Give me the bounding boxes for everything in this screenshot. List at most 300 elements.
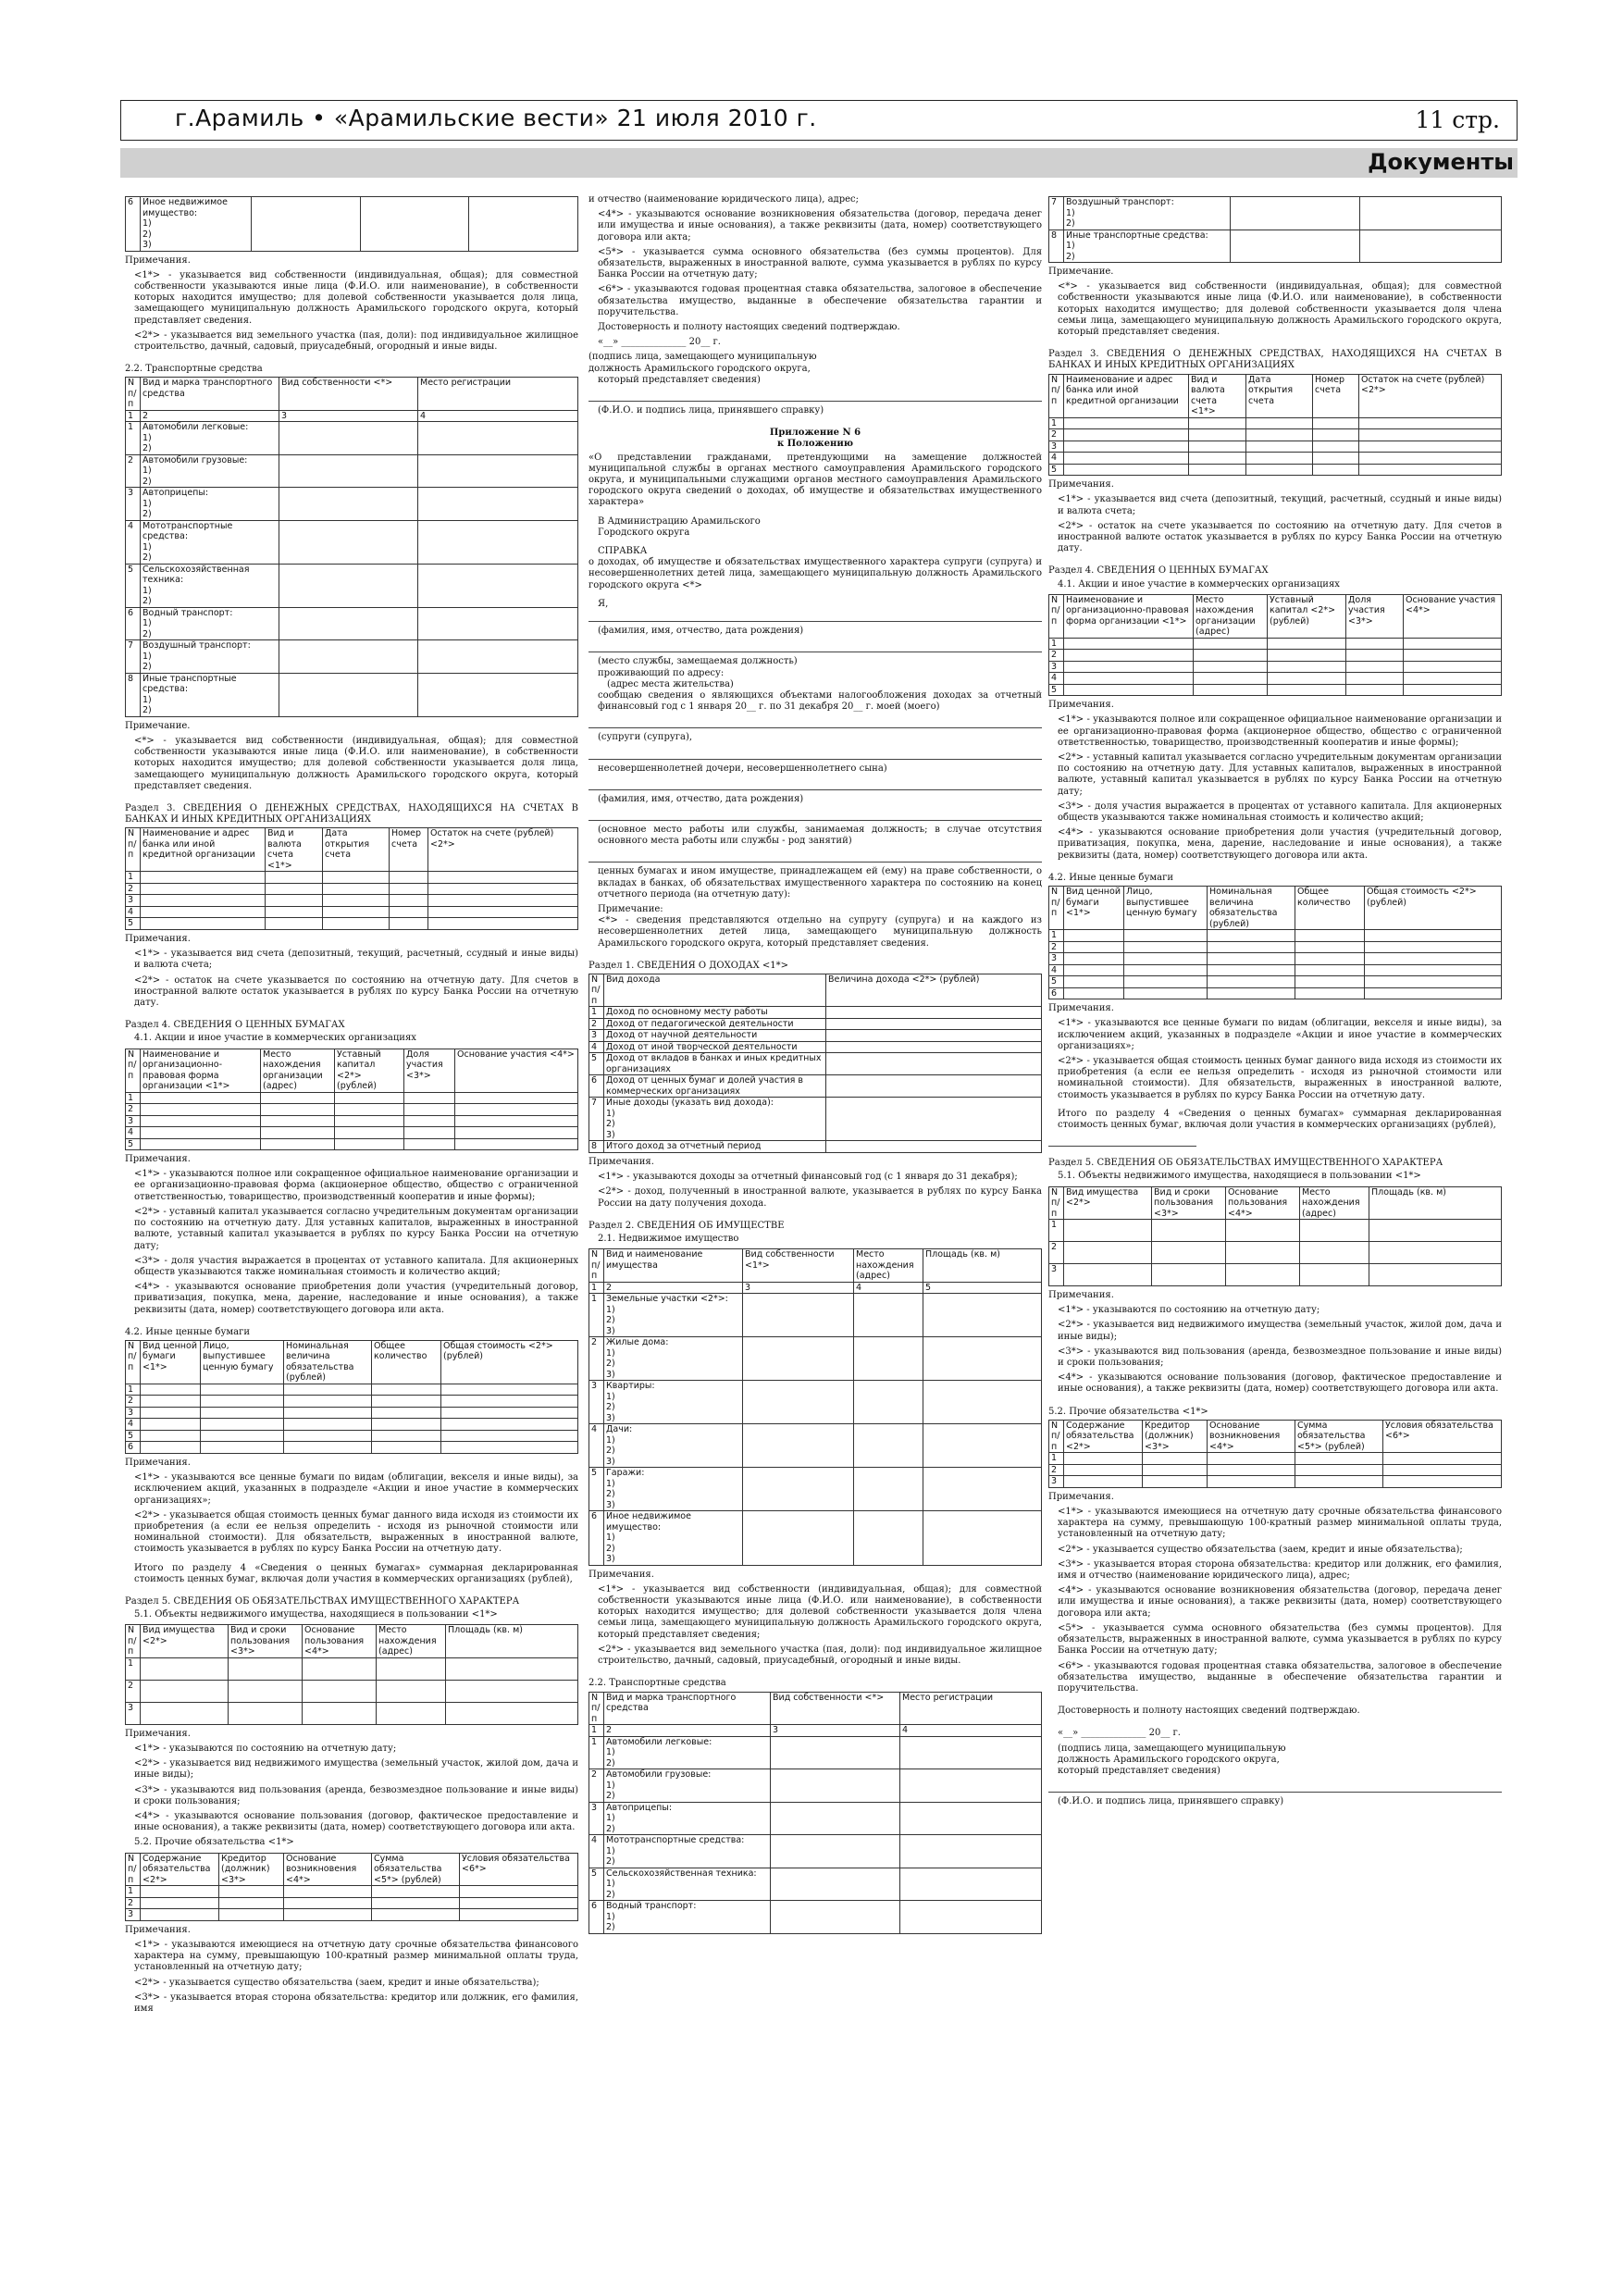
table-header: Вид ценной бумаги <1*> bbox=[1064, 887, 1124, 930]
note: <3*> - доля участия выражается в процентах от уставного капитала. Для акционерных обществ указываются также номинальная стоимость и количество акций; bbox=[1058, 800, 1502, 824]
table-cell: 2 bbox=[589, 1769, 604, 1803]
note: Примечание. bbox=[1048, 267, 1114, 277]
table-cell: 1 bbox=[1049, 638, 1064, 650]
table-header: Место нахождения организации (адрес) bbox=[1194, 594, 1268, 638]
table-cell: 6 bbox=[589, 1901, 604, 1934]
cell-sub: 2) bbox=[142, 596, 152, 607]
table-cell: 2 bbox=[126, 1680, 141, 1702]
table-header: Условия обязательства <6*> bbox=[460, 1853, 578, 1886]
note: <5*> - указывается сумма основного обязательства (без суммы процентов). Для обязательств, выраженных в иностранной валюте, сумма указывается в рублях по курсу Банка России на отчетную дату; bbox=[1058, 1622, 1502, 1657]
note: <1*> - указываются имеющиеся на отчетную дату срочные обязательства финансового характера на сумму, превышающую 100-кратный размер минимальной оплаты труда, установленный на отчетную дату; bbox=[134, 1939, 578, 1973]
table-cell bbox=[418, 488, 578, 521]
note: <2*> - указывается вид недвижимого имущества (земельный участок, жилой дом, дача и иные виды); bbox=[1058, 1320, 1502, 1342]
table-cell: 8 bbox=[126, 673, 141, 716]
page-number: 11 стр. bbox=[1415, 106, 1500, 133]
table-header: N п/п bbox=[126, 1853, 141, 1886]
cell-sub: 1) bbox=[606, 1347, 615, 1359]
cell-sub: 2) bbox=[606, 1922, 615, 1932]
table-cell: 8 bbox=[1049, 230, 1064, 263]
table-header: Наименование и адрес банка или иной кредитной организации bbox=[1064, 374, 1189, 417]
note: <1*> - указываются по состоянию на отчетную дату; bbox=[1058, 1305, 1320, 1316]
table-cell: 1 bbox=[1049, 417, 1064, 429]
cell-sub: 1) bbox=[142, 218, 152, 229]
table-row bbox=[126, 1442, 578, 1454]
table-cell bbox=[141, 640, 279, 674]
cell-sub: 3) bbox=[142, 240, 152, 250]
table-header: Вид собственности <*> bbox=[279, 378, 418, 411]
table-cell: 3 bbox=[126, 895, 141, 907]
table-cell: Доход от научной деятельности bbox=[604, 1030, 826, 1042]
table-cell: 3 bbox=[279, 410, 418, 422]
table-cell: 2 bbox=[589, 1018, 604, 1030]
income-table bbox=[588, 974, 1042, 1153]
table-header: Сумма обязательства <5*> (рублей) bbox=[372, 1853, 460, 1886]
table-row bbox=[589, 1802, 1042, 1835]
table-row bbox=[589, 1901, 1042, 1934]
table-header: Место нахождения (адрес) bbox=[854, 1249, 923, 1283]
section-total: Итого по разделу 4 «Сведения о ценных бумагах» суммарная декларированная стоимость ценных бумаг, включая доли участия в коммерческих организациях (рублей), bbox=[134, 1562, 578, 1584]
subsection-title: 5.2. Прочие обязательства <1*> bbox=[134, 1837, 294, 1848]
masthead: г.Арамиль • «Арамильские вести» 21 июля 2010 г. bbox=[175, 105, 817, 131]
cell-sub: 2) bbox=[1066, 251, 1075, 262]
shares-table bbox=[125, 1049, 578, 1151]
table-row bbox=[1049, 987, 1502, 999]
table-row bbox=[1049, 417, 1502, 429]
table-cell: 1 bbox=[589, 1282, 604, 1294]
subsection-title: 5.1. Объекты недвижимого имущества, находящиеся в пользовании <1*> bbox=[134, 1609, 498, 1620]
table-row bbox=[126, 564, 578, 607]
table-header: Величина дохода <2*> (рублей) bbox=[826, 974, 1042, 1007]
table-cell bbox=[418, 422, 578, 455]
note: <2*> - уставный капитал указывается согласно учредительным документам организации по состоянию на отчетную дату. Для уставных капиталов, выраженных в иностранной валюте, уставный капитал указывается в рублях по курсу Банка России на отчетную дату; bbox=[1058, 752, 1502, 797]
signature-caption: который представляет сведения) bbox=[598, 374, 761, 385]
table-row bbox=[126, 1419, 578, 1431]
form-text: ценных бумагах и ином имуществе, принадлежащем ей (ему) на праве собственности, о вкладах в банках, об обязательствах имущественного характера по состоянию на конец отчетного периода (на отчетную дату): bbox=[598, 866, 1042, 900]
table-cell: 3 bbox=[126, 1909, 141, 1921]
table-header: Вид и сроки пользования <3*> bbox=[1152, 1186, 1226, 1220]
table-cell: 5 bbox=[589, 1468, 604, 1511]
table-header: Наименование и организационно-правовая форма организации <1*> bbox=[141, 1049, 261, 1092]
table-row bbox=[126, 918, 578, 930]
table-row bbox=[589, 1736, 1042, 1769]
note: <2*> - указывается общая стоимость ценных бумаг данного вида исходя из стоимости их приобретения (а если ее нельзя определить - исходя из рыночной стоимости или номинальной стоимости). Для обязательств, выраженных в иностранной валюте, стоимость указывается в рублях по курсу Банка России на отчетную дату. bbox=[134, 1509, 578, 1555]
table-cell: 6 bbox=[126, 197, 141, 252]
note: Примечания. bbox=[125, 933, 191, 944]
note: и отчество (наименование юридического лица), адрес; bbox=[588, 194, 859, 205]
table-row bbox=[1049, 650, 1502, 662]
form-text: сообщаю сведения о являющихся объектами налогообложения доходах за отчетный финансовый год с 1 января 20__ г. по 31 декабря 20__ г. моей (моего) bbox=[598, 689, 1042, 713]
cell-sub: 1) bbox=[606, 1434, 615, 1446]
table-cell: Доход от ценных бумаг и долей участия в коммерческих организациях bbox=[604, 1075, 826, 1098]
table-cell bbox=[279, 640, 418, 674]
table-cell: 2 bbox=[604, 1282, 743, 1294]
date-line: «__» ______________ 20__ г. bbox=[1058, 1728, 1181, 1739]
section-heading: Раздел 3. СВЕДЕНИЯ О ДЕНЕЖНЫХ СРЕДСТВАХ, НАХОДЯЩИХСЯ НА СЧЕТАХ В БАНКАХ И ИНЫХ КРЕДИТНЫХ ОРГАНИЗАЦИЯХ bbox=[1048, 349, 1502, 371]
table-cell: 2 bbox=[1049, 1242, 1064, 1264]
cell-sub: 2) bbox=[606, 1543, 615, 1554]
note: Примечание. bbox=[125, 720, 191, 731]
table-cell bbox=[279, 564, 418, 607]
table-header: N п/п bbox=[126, 828, 141, 872]
form-caption: (фамилия, имя, отчество, дата рождения) bbox=[598, 626, 804, 637]
table-cell: 1 bbox=[589, 1736, 604, 1769]
table-header: N п/п bbox=[1049, 594, 1064, 638]
table-row bbox=[589, 1041, 1042, 1053]
cell-sub: 2) bbox=[142, 476, 152, 487]
table-cell bbox=[279, 422, 418, 455]
table-row bbox=[1049, 976, 1502, 988]
table-cell: 4 bbox=[589, 1041, 604, 1053]
note: <6*> - указываются годовая процентная ставка обязательства, залоговое в обеспечение обязательства имущество, выданные в обеспечение обязательства гарантии и поручительства. bbox=[598, 284, 1042, 317]
signature-caption: должность Арамильского городского округа, bbox=[1058, 1754, 1280, 1765]
table-cell: 1 bbox=[1049, 1220, 1064, 1242]
note: <1*> - указывается вид собственности (индивидуальная, общая); для совместной собственности указываются иные лица (Ф.И.О. или наименование), в собственности которых находится имущество; для долевой собственности указывается доля члена семьи лица, замещающего муниципальную должность Арамильского городского округа, который представляет сведения; bbox=[598, 1583, 1042, 1640]
cell-sub: 2) bbox=[606, 1757, 615, 1769]
table-cell bbox=[418, 564, 578, 607]
table-cell bbox=[604, 1769, 771, 1803]
table-row bbox=[1049, 638, 1502, 650]
column-1 bbox=[125, 194, 578, 2184]
table-cell bbox=[469, 197, 578, 252]
table-cell: 6 bbox=[589, 1511, 604, 1566]
cell-label: Земельные участки <2*>: bbox=[606, 1294, 728, 1305]
table-row bbox=[589, 1337, 1042, 1381]
note: <4*> - указываются основание приобретения доли участия (учредительный договор, приватизация, покупка, мена, дарение, наследование и иные основания), а также реквизиты (дата, номер) соответствующего договора или акта. bbox=[134, 1282, 578, 1315]
table-cell: 2 bbox=[1049, 941, 1064, 953]
table-cell bbox=[418, 454, 578, 488]
note: <4*> - указываются основание возникновения обязательства (договор, передача денег или имущества и иные основания), а также реквизиты (дата, номер) соответствующего договора или акта; bbox=[598, 209, 1042, 242]
table-cell: 1 bbox=[126, 410, 141, 422]
subsection-title: 2.2. Транспортные средства bbox=[588, 1678, 726, 1689]
cell-label: Иные транспортные средства: bbox=[1066, 230, 1208, 241]
table-row bbox=[126, 673, 578, 716]
section-heading: Раздел 5. СВЕДЕНИЯ ОБ ОБЯЗАТЕЛЬСТВАХ ИМУЩЕСТВЕННОГО ХАРАКТЕРА bbox=[1048, 1158, 1443, 1169]
table-cell: 5 bbox=[126, 1430, 141, 1442]
table-cell bbox=[604, 1294, 743, 1337]
table-cell: 4 bbox=[1049, 453, 1064, 465]
table-header: Основание участия <4*> bbox=[455, 1049, 578, 1092]
table-cell: 2 bbox=[126, 883, 141, 895]
table-row bbox=[589, 1141, 1042, 1153]
table-header: Общая стоимость <2*> (рублей) bbox=[441, 1340, 578, 1384]
table-header: N п/п bbox=[589, 1249, 604, 1283]
cell-label: Жилые дома: bbox=[606, 1337, 669, 1348]
table-header: Место регистрации bbox=[900, 1692, 1042, 1725]
table-cell: Итого доход за отчетный период bbox=[604, 1141, 826, 1153]
form-caption: (фамилия, имя, отчество, дата рождения) bbox=[598, 793, 804, 804]
form-line bbox=[588, 716, 1042, 728]
note: <1*> - указываются полное или сокращенное официальное наименование организации и ее организационно-правовая форма (акционерное общество, общество с ограниченной ответственностью, товарищество, производственный кооператив и иные формы); bbox=[1058, 714, 1502, 748]
note: Примечания. bbox=[1048, 700, 1114, 711]
appendix-title: Приложение N 6 bbox=[769, 428, 861, 439]
table-cell bbox=[1064, 230, 1231, 263]
table-cell: 5 bbox=[126, 564, 141, 607]
note: Примечания. bbox=[1048, 479, 1114, 490]
cell-label: Водный транспорт: bbox=[142, 607, 233, 618]
table-header: Основание участия <4*> bbox=[1404, 594, 1502, 638]
cell-sub: 3) bbox=[606, 1325, 615, 1336]
cell-sub: 1) bbox=[1066, 241, 1075, 251]
table-row bbox=[126, 1430, 578, 1442]
table-cell: 3 bbox=[126, 1407, 141, 1419]
table-cell: 3 bbox=[126, 488, 141, 521]
signature-caption: должность Арамильского городского округа, bbox=[588, 363, 811, 374]
cell-sub: 1) bbox=[606, 1813, 615, 1823]
table-cell bbox=[252, 197, 361, 252]
table-row bbox=[589, 1053, 1042, 1075]
form-line bbox=[588, 748, 1042, 760]
cell-sub: 2) bbox=[142, 628, 152, 639]
form-caption: (основное место работы или службы, занимаемая должность; в случае отсутствия основного места работы или службы - род занятий) bbox=[598, 824, 1042, 847]
securities-table bbox=[125, 1340, 578, 1454]
document-title: СПРАВКА bbox=[598, 546, 648, 557]
note: <2*> - остаток на счете указывается по состоянию на отчетную дату. Для счетов в иностранной валюте остаток указывается в рублях по курсу Банка России на отчетную дату. bbox=[1058, 520, 1502, 554]
cell-sub: 1) bbox=[606, 1533, 615, 1544]
note: <*> - сведения представляются отдельно на супругу (супруга) и на каждого из несовершеннолетних детей лица, замещающего муниципальную должность Арамильского городского округа, который представляет сведения. bbox=[598, 915, 1042, 949]
table-cell: 1 bbox=[126, 422, 141, 455]
table-header: Общее количество bbox=[1295, 887, 1365, 930]
table-row bbox=[126, 422, 578, 455]
note: Примечания. bbox=[125, 1924, 191, 1935]
shares-table bbox=[1048, 594, 1502, 697]
table-cell bbox=[604, 1868, 771, 1901]
table-cell: 3 bbox=[126, 1702, 141, 1724]
table-row bbox=[126, 454, 578, 488]
table-row bbox=[1049, 1242, 1502, 1264]
table-header: Основание пользования <4*> bbox=[303, 1625, 377, 1658]
note: <4*> - указываются основание пользования (договор, фактическое предоставление и иные основания), а также реквизиты (дата, номер) соответствующего договора или акта. bbox=[1058, 1372, 1502, 1395]
note: Примечания. bbox=[1048, 1003, 1114, 1014]
table-cell bbox=[604, 1381, 743, 1424]
table-row bbox=[1049, 661, 1502, 673]
table-header: Вид и сроки пользования <3*> bbox=[229, 1625, 303, 1658]
form-line bbox=[588, 778, 1042, 790]
table-header: Дата открытия счета bbox=[1246, 374, 1313, 417]
table-header: Основание возникновения <4*> bbox=[1208, 1420, 1295, 1453]
note: <1*> - указывается вид счета (депозитный, текущий, расчетный, ссудный и иные виды) и валюта счета; bbox=[1058, 494, 1502, 516]
cell-sub: 2) bbox=[606, 1402, 615, 1413]
other-realty-table bbox=[125, 196, 578, 252]
table-header: Номер счета bbox=[1313, 374, 1359, 417]
subsection-title: 4.2. Иные ценные бумаги bbox=[1048, 872, 1173, 883]
bank-table bbox=[125, 827, 578, 930]
signature-caption: (Ф.И.О. и подпись лица, принявшего справку) bbox=[1058, 1796, 1284, 1807]
cell-sub: 2) bbox=[606, 1889, 615, 1900]
table-row bbox=[1049, 673, 1502, 685]
table-row bbox=[589, 1769, 1042, 1803]
cell-sub: 2) bbox=[606, 1359, 615, 1370]
cell-sub: 1) bbox=[606, 1911, 615, 1922]
note: <1*> - указываются все ценные бумаги по видам (облигации, векселя и иные виды), за исключением акций, указанных в подразделе «Акции и иное участие в коммерческих организациях»; bbox=[134, 1472, 578, 1506]
note: <3*> - указываются вид пользования (аренда, безвозмездное пользование и иные виды) и сроки пользования; bbox=[1058, 1346, 1502, 1369]
section-heading: Раздел 1. СВЕДЕНИЯ О ДОХОДАХ <1*> bbox=[588, 960, 789, 971]
table-row bbox=[126, 883, 578, 895]
cell-sub: 1) bbox=[606, 1879, 615, 1889]
cell-label: Автомобили грузовые: bbox=[606, 1769, 712, 1780]
table-cell bbox=[141, 673, 279, 716]
table-header: Вид имущества <2*> bbox=[141, 1625, 229, 1658]
table-cell bbox=[141, 454, 279, 488]
signature-caption: (подпись лица, замещающего муниципальную bbox=[1058, 1743, 1286, 1754]
table-row bbox=[589, 1018, 1042, 1030]
table-header: Место регистрации bbox=[418, 378, 578, 411]
signature-caption: который представляет сведения) bbox=[1058, 1765, 1220, 1776]
table-cell: 3 bbox=[1049, 1476, 1064, 1488]
cell-sub: 2) bbox=[606, 1446, 615, 1457]
form-line bbox=[588, 809, 1042, 821]
table-header: N п/п bbox=[1049, 374, 1064, 417]
section-heading: Раздел 5. СВЕДЕНИЯ ОБ ОБЯЗАТЕЛЬСТВАХ ИМУЩЕСТВЕННОГО ХАРАКТЕРА bbox=[125, 1595, 520, 1607]
table-row bbox=[126, 1680, 578, 1702]
cell-sub: 1) bbox=[142, 498, 152, 509]
column-3 bbox=[1048, 194, 1502, 2184]
note: Примечания. bbox=[125, 1154, 191, 1165]
table-header: Место нахождения (адрес) bbox=[1300, 1186, 1369, 1220]
table-header: N п/п bbox=[126, 1625, 141, 1658]
cell-sub: 1) bbox=[606, 1108, 615, 1119]
table-cell: 7 bbox=[589, 1098, 604, 1141]
cell-sub: 2) bbox=[606, 1119, 615, 1130]
note: <2*> - указывается вид земельного участка (пая, доли): под индивидуальное жилищное строительство, дачный, садовый, приусадебный, огородный и иные виды. bbox=[134, 329, 578, 352]
table-cell: 4 bbox=[126, 1127, 141, 1139]
table-row bbox=[1049, 964, 1502, 976]
table-row bbox=[1049, 953, 1502, 965]
note: <5*> - указывается сумма основного обязательства (без суммы процентов). Для обязательств, выраженных в иностранной валюте, сумма указывается в рублях по курсу Банка России на отчетную дату; bbox=[598, 246, 1042, 280]
table-row bbox=[1049, 441, 1502, 453]
note: Примечания. bbox=[1048, 1491, 1114, 1502]
table-row bbox=[126, 1909, 578, 1921]
table-cell bbox=[604, 1468, 743, 1511]
cell-label: Автомобили грузовые: bbox=[142, 454, 248, 465]
table-header: Номинальная величина обязательства (рублей) bbox=[284, 1340, 372, 1384]
table-cell: 6 bbox=[126, 607, 141, 640]
table-header: Содержание обязательства <2*> bbox=[1064, 1420, 1143, 1453]
subsection-title: 4.1. Акции и иное участие в коммерческих организациях bbox=[134, 1033, 416, 1044]
note: <1*> - указываются доходы за отчетный финансовый год (с 1 января до 31 декабря); bbox=[598, 1172, 1018, 1183]
table-cell: 5 bbox=[589, 1868, 604, 1901]
subsection-title: 2.2. Транспортные средства bbox=[125, 364, 263, 375]
cell-sub: 2) bbox=[606, 1489, 615, 1500]
table-row bbox=[126, 1138, 578, 1150]
table-cell: 4 bbox=[126, 906, 141, 918]
table-cell bbox=[279, 673, 418, 716]
table-cell: 3 bbox=[1049, 953, 1064, 965]
table-cell: 5 bbox=[1049, 464, 1064, 476]
table-row bbox=[589, 1511, 1042, 1566]
cell-sub: 1) bbox=[142, 432, 152, 443]
table-header: Лицо, выпустившее ценную бумагу bbox=[201, 1340, 284, 1384]
note: <2*> - указывается существо обязательства (заем, кредит и иные обязательства); bbox=[134, 1977, 539, 1988]
subsection-title: 4.1. Акции и иное участие в коммерческих организациях bbox=[1058, 578, 1340, 590]
table-row bbox=[126, 488, 578, 521]
table-header: N п/п bbox=[1049, 1186, 1064, 1220]
table-header: Площадь (кв. м) bbox=[923, 1249, 1042, 1283]
table-header: Лицо, выпустившее ценную бумагу bbox=[1124, 887, 1208, 930]
table-header: Место нахождения (адрес) bbox=[377, 1625, 446, 1658]
cell-label: Воздушный транспорт: bbox=[1066, 197, 1174, 207]
table-cell: 1 bbox=[1049, 930, 1064, 942]
cell-label: Мототранспортные средства: bbox=[142, 520, 233, 542]
cell-sub: 1) bbox=[142, 651, 152, 662]
table-row bbox=[589, 1294, 1042, 1337]
table-header: Наименование и адрес банка или иной кредитной организации bbox=[141, 828, 266, 872]
cell-sub: 1) bbox=[606, 1747, 615, 1757]
table-cell: 5 bbox=[1049, 976, 1064, 988]
table-cell bbox=[604, 1802, 771, 1835]
note: <4*> - указываются основание возникновения обязательства (договор, передача денег или имущества и иные основания), а также реквизиты (дата, номер) соответствующего договора или акта; bbox=[1058, 1585, 1502, 1619]
table-row bbox=[1049, 684, 1502, 696]
table-cell: Доход по основному месту работы bbox=[604, 1007, 826, 1019]
table-cell: 1 bbox=[126, 1384, 141, 1396]
note: <2*> - указывается общая стоимость ценных бумаг данного вида исходя из стоимости их приобретения (а если ее нельзя определить - исходя из рыночной стоимости или номинальной стоимости). Для обязательств, выраженных в иностранной валюте, стоимость указывается в рублях по курсу Банка России на отчетную дату. bbox=[1058, 1055, 1502, 1100]
table-header: N п/п bbox=[126, 1049, 141, 1092]
table-header: Номинальная величина обязательства (рублей) bbox=[1208, 887, 1295, 930]
table-header: Уставный капитал <2*> (рублей) bbox=[1268, 594, 1346, 638]
table-row bbox=[126, 872, 578, 884]
table-row bbox=[1049, 930, 1502, 942]
table-cell: 2 bbox=[1049, 650, 1064, 662]
table-cell: 7 bbox=[1049, 197, 1064, 230]
note: Примечания. bbox=[588, 1156, 654, 1167]
table-cell: 4 bbox=[1049, 964, 1064, 976]
note: <1*> - указывается вид собственности (индивидуальная, общая); для совместной собственности указываются иные лица (Ф.И.О. или наименование), в собственности которых находится имущество; для долевой собственности указывается доля лица, замещающего муниципальную должность Арамильского городского округа, который представляет сведения. bbox=[134, 269, 578, 326]
cell-sub: 2) bbox=[142, 229, 152, 240]
note: <2*> - указывается вид недвижимого имущества (земельный участок, жилой дом, дача и иные виды); bbox=[134, 1758, 578, 1781]
note: <1*> - указываются полное или сокращенное официальное наименование организации и ее организационно-правовая форма (акционерное общество, общество с ограниченной ответственностью, товарищество, производственный кооператив и иные формы); bbox=[134, 1169, 578, 1202]
form-line bbox=[588, 610, 1042, 622]
table-cell: 5 bbox=[126, 918, 141, 930]
table-cell: 4 bbox=[589, 1424, 604, 1468]
table-row bbox=[1049, 1464, 1502, 1476]
table-cell: 1 bbox=[126, 872, 141, 884]
property-use-table bbox=[125, 1624, 578, 1725]
table-header: Доля участия <3*> bbox=[1346, 594, 1404, 638]
note: Примечания. bbox=[588, 1569, 654, 1580]
table-header: N п/п bbox=[589, 974, 604, 1007]
note: <1*> - указываются по состоянию на отчетную дату; bbox=[134, 1744, 397, 1755]
table-header: Остаток на счете (рублей) <2*> bbox=[1359, 374, 1502, 417]
section-heading: Раздел 4. СВЕДЕНИЯ О ЦЕННЫХ БУМАГАХ bbox=[125, 1020, 345, 1031]
table-cell bbox=[418, 520, 578, 564]
table-row bbox=[126, 1127, 578, 1139]
section-heading: Раздел 4. СВЕДЕНИЯ О ЦЕННЫХ БУМАГАХ bbox=[1048, 565, 1269, 577]
table-row bbox=[1049, 197, 1502, 230]
note: Примечания. bbox=[125, 254, 191, 266]
addressee: Городского округа bbox=[598, 527, 690, 538]
addressee: В Администрацию Арамильского bbox=[598, 515, 761, 527]
table-cell bbox=[279, 488, 418, 521]
table-cell: 5 bbox=[126, 1138, 141, 1150]
table-cell: 4 bbox=[854, 1282, 923, 1294]
table-row bbox=[1049, 230, 1502, 263]
note: <2*> - указывается вид земельного участка (пая, доли): под индивидуальное жилищное строительство, дачный, садовый, приусадебный, огородный и иные виды. bbox=[598, 1644, 1042, 1667]
table-cell: 1 bbox=[589, 1725, 604, 1737]
table-cell: 5 bbox=[923, 1282, 1042, 1294]
appendix-subtitle: к Положению bbox=[777, 439, 853, 450]
table-header: Общее количество bbox=[372, 1340, 441, 1384]
cell-sub: 1) bbox=[142, 465, 152, 477]
cell-sub: 1) bbox=[606, 1478, 615, 1489]
cell-sub: 2) bbox=[606, 1791, 615, 1801]
note: <6*> - указываются годовая процентная ставка обязательства, залоговое в обеспечение обязательства имущество, выданные в обеспечение обязательства гарантии и поручительства. bbox=[1058, 1660, 1502, 1694]
subsection-title: 4.2. Иные ценные бумаги bbox=[125, 1326, 250, 1337]
table-cell bbox=[418, 673, 578, 716]
subsection-title: 5.1. Объекты недвижимого имущества, находящиеся в пользовании <1*> bbox=[1058, 1171, 1421, 1182]
table-header: Сумма обязательства <5*> (рублей) bbox=[1295, 1420, 1383, 1453]
cell-sub: 1) bbox=[142, 541, 152, 552]
form-caption: (супруги (супруга), bbox=[598, 732, 693, 743]
table-header: Остаток на счете (рублей) <2*> bbox=[428, 828, 578, 872]
